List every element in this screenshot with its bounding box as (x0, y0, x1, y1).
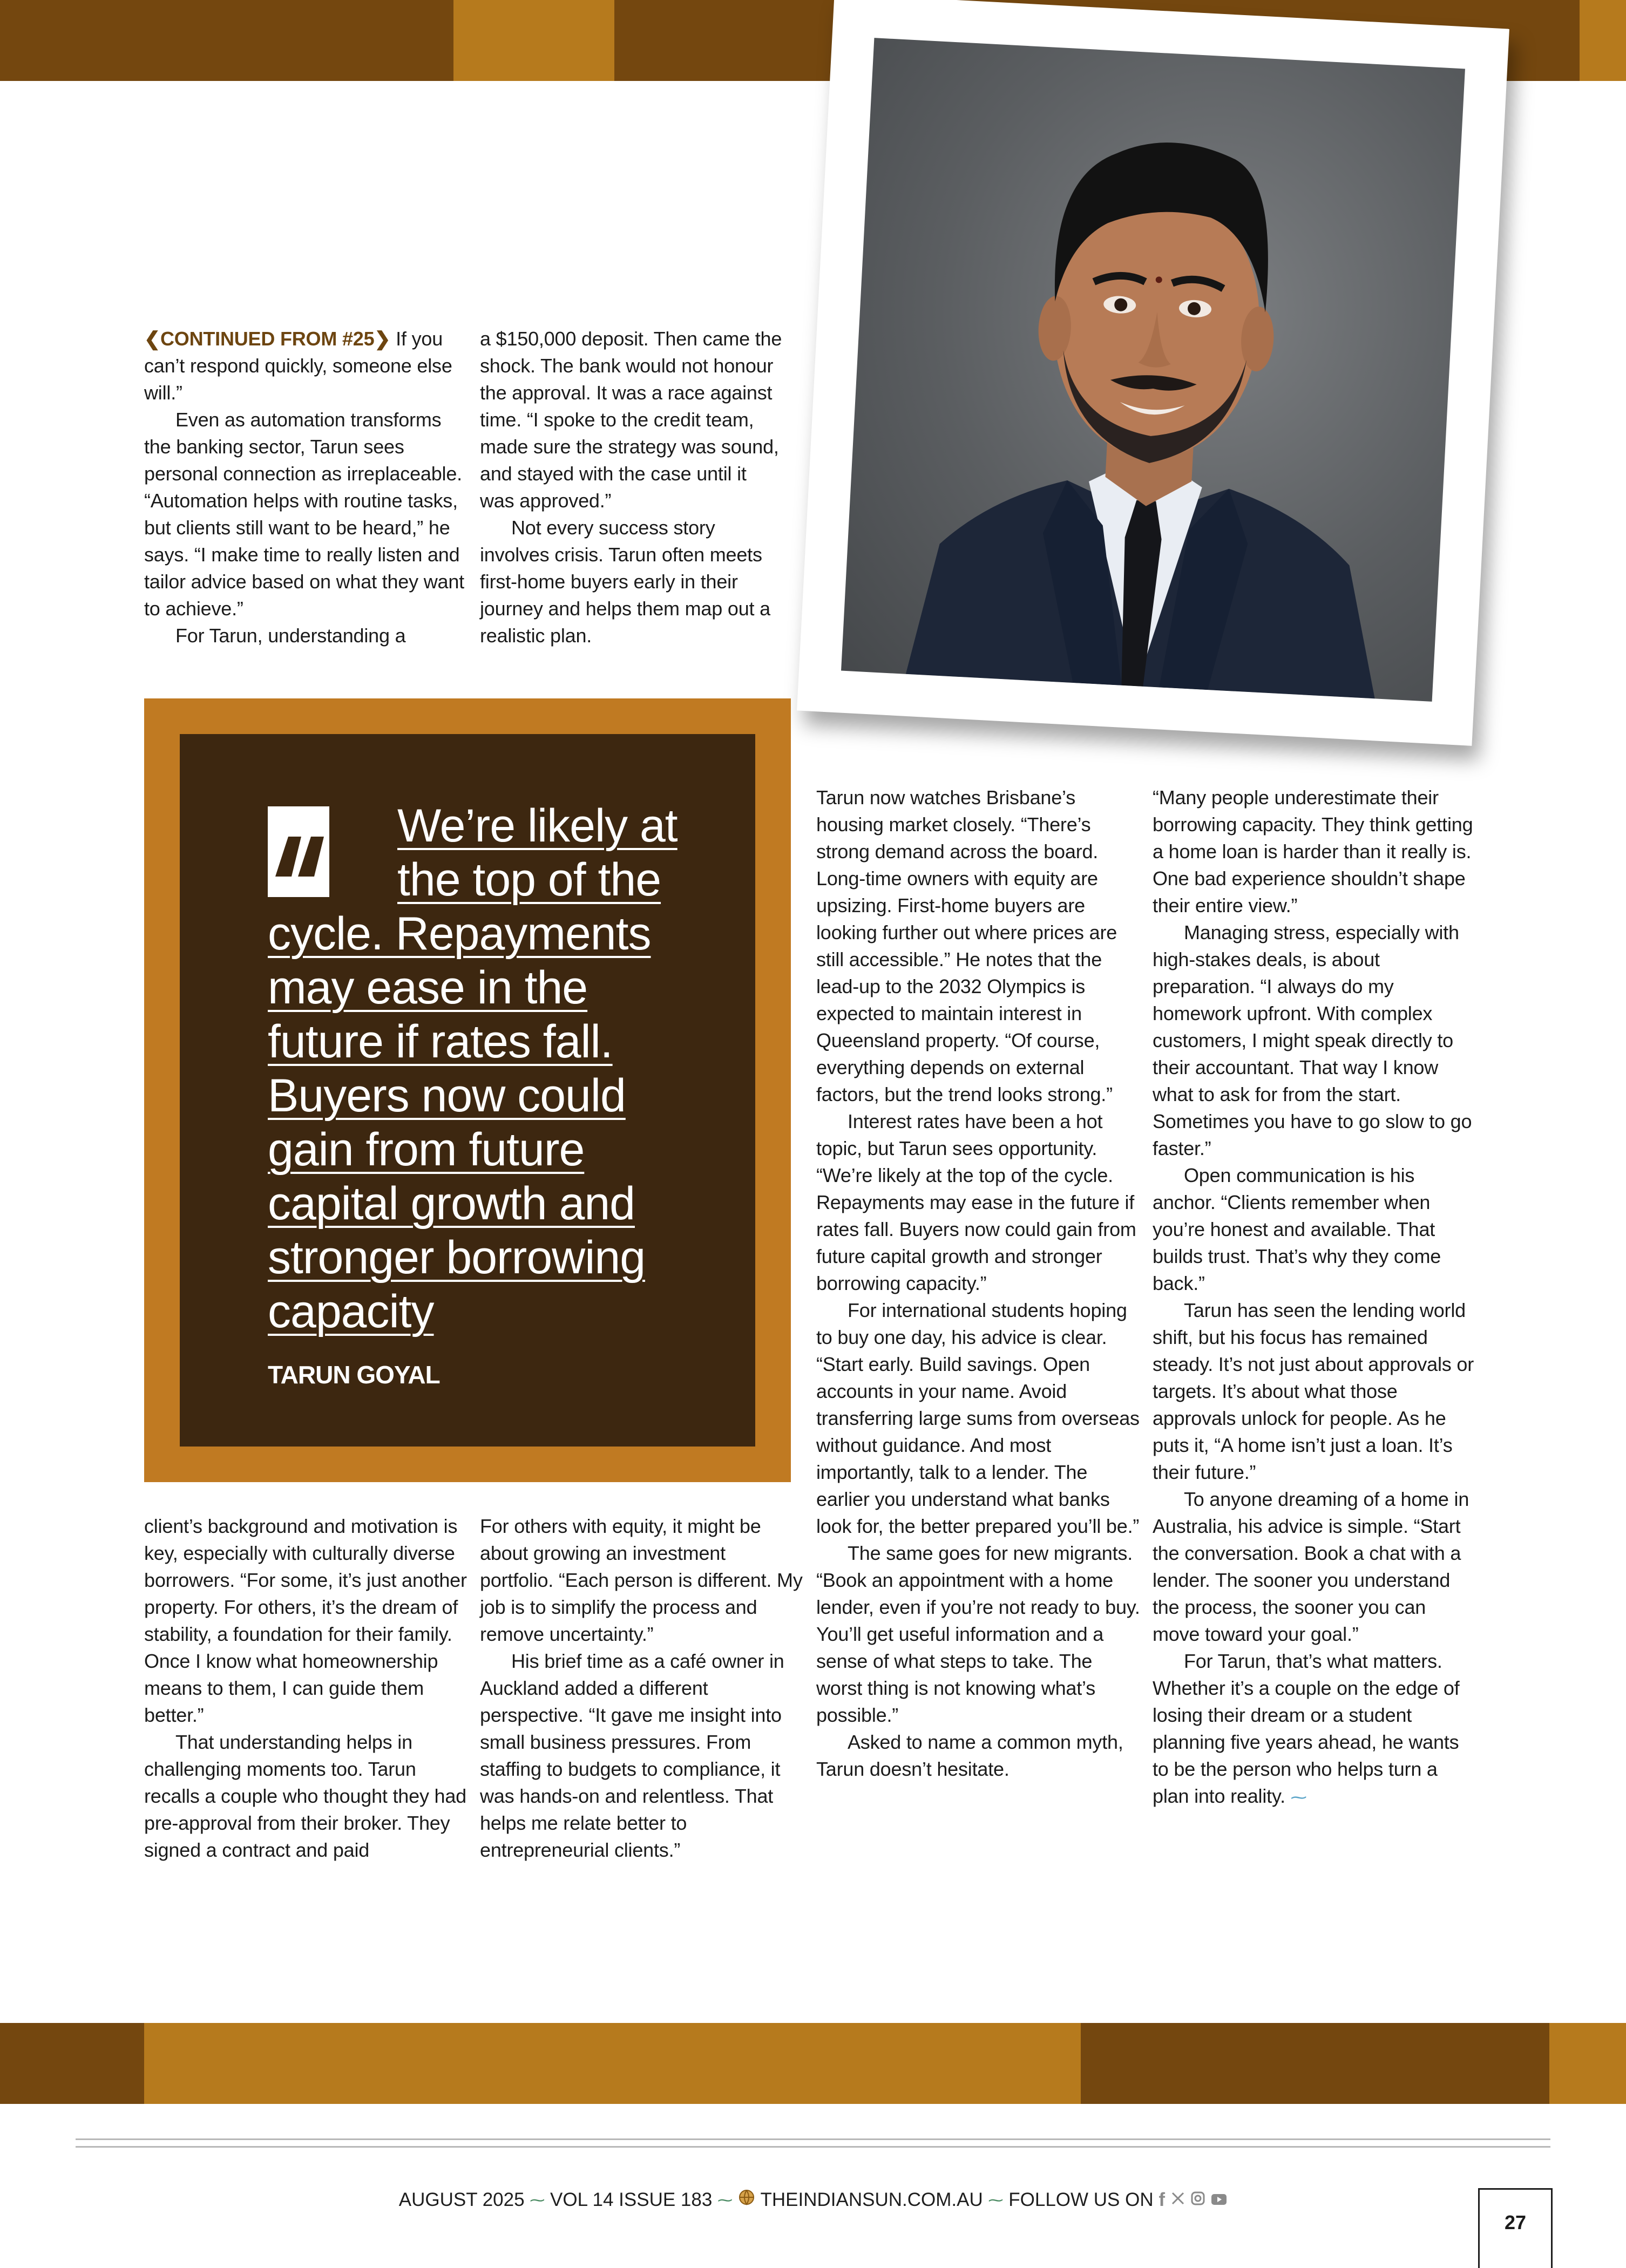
page-number-box (1478, 2188, 1553, 2268)
separator-icon: ⁓ (530, 2191, 545, 2209)
article-paragraph: Asked to name a common myth, Tarun doesn’t hesitate. (816, 1731, 1123, 1780)
bottom-band-gold-edge (1549, 2023, 1626, 2104)
instagram-icon[interactable] (1190, 2189, 1205, 2210)
portrait-photo-frame (797, 0, 1509, 746)
footer-date: AUGUST 2025 (398, 2189, 525, 2210)
top-band-gold (453, 0, 614, 81)
article-paragraph: Not every success story involves crisis. Tarun often meets first-home buyers early in their journey and helps them map out a realistic plan. (480, 517, 770, 647)
continued-marker: ❮CONTINUED FROM #25❯ (144, 328, 391, 350)
facebook-icon[interactable]: f (1158, 2189, 1166, 2210)
top-band-dark-left (0, 0, 453, 81)
article-paragraph: The same goes for new migrants. “Book an appointment with a home lender, even if you’re not ready to buy. You’ll get useful information and a sense of what steps to take. The worst thing is not knowing what’s possible.” (816, 1542, 1140, 1726)
article-column-3 (816, 784, 1140, 1783)
article-column-5 (144, 1513, 468, 1864)
article-paragraph: Tarun has seen the lending world shift, but his focus has remained steady. It’s not just about approvals or targets. It’s about what those approvals unlock for people. As he puts it, “A home isn’t just a loan. It’s their future.” (1153, 1299, 1474, 1483)
article-paragraph: Open communication is his anchor. “Clients remember when you’re honest and available. That builds trust. That’s why they come back.” (1153, 1164, 1441, 1294)
bottom-band-dark-left (0, 2023, 144, 2104)
article-column-4 (1153, 784, 1476, 1811)
article-paragraph: For Tarun, understanding a (175, 624, 406, 647)
footer-rule (76, 2146, 1550, 2148)
separator-icon: ⁓ (717, 2191, 733, 2209)
article-column-2 (480, 325, 782, 649)
article-paragraph: ❮CONTINUED FROM #25❯ If you can’t respond quickly, someone else will.” (144, 328, 452, 404)
footer-rule (76, 2138, 1550, 2140)
article-paragraph: Managing stress, especially with high-stakes deals, is about preparation. “I always do my homework upfront. With complex customers, I might speak directly to their accountant. That way I know what to ask for from the start. Sometimes you have to go slow to go faster.” (1153, 921, 1472, 1159)
top-band-gold-edge (1580, 0, 1626, 81)
article-paragraph: client’s background and motivation is key, especially with culturally diverse borrowers. “For some, it’s just another property. For others, it’s the dream of stability, a foundation for their family. Once I know what homeownership means to them, I can guide them better.” (144, 1515, 467, 1726)
article-paragraph: For others with equity, it might be about growing an investment portfolio. “Each person is different. My job is to simplify the process and remove uncertainty.” (480, 1515, 803, 1645)
bottom-band-gold (144, 2023, 1081, 2104)
bottom-band-dark-right (1081, 2023, 1549, 2104)
article-column-1 (144, 325, 468, 649)
article-paragraph: That understanding helps in challenging moments too. Tarun recalls a couple who thought they had pre-approval from their broker. They signed a contract and paid (144, 1731, 467, 1861)
article-paragraph: Even as automation transforms the banking sector, Tarun sees personal connection as irreplaceable. “Automation helps with routine tasks, but clients still want to be heard,” he says. “I make time to really listen and tailor advice based on what they want to achieve.” (144, 409, 464, 620)
pull-quote-frame (144, 698, 791, 1482)
separator-icon: ⁓ (988, 2191, 1004, 2209)
article-paragraph: His brief time as a café owner in Auckland added a different perspective. “It gave me insight into small business pressures. From staffing to budgets to compliance, it was hands-on and relentless. That helps me relate better to entrepreneurial clients.” (480, 1650, 784, 1861)
article-paragraph: To anyone dreaming of a home in Australia, his advice is simple. “Start the conversation. Book a chat with a lender. The sooner you understand the process, the sooner you can move toward your goal.” (1153, 1488, 1469, 1645)
article-paragraph: “Many people underestimate their borrowing capacity. They think getting a home loan is harder than it really is. One bad experience shouldn’t shape their entire view.” (1153, 786, 1473, 916)
portrait-illustration (841, 38, 1465, 702)
pull-quote-box (180, 734, 755, 1447)
pull-quote-author: TARUN GOYAL (268, 1361, 440, 1389)
footer-info (0, 2188, 1626, 2211)
x-icon[interactable] (1170, 2189, 1185, 2210)
article-paragraph: For Tarun, that’s what matters. Whether it’s a couple on the edge of losing their dream or a student planning five years ahead, he wants to be the person who helps turn a plan into reality. ⁓ (1153, 1650, 1460, 1807)
page-number: 27 (1504, 2211, 1527, 2233)
globe-icon (738, 2189, 755, 2210)
footer-issue: VOL 14 ISSUE 183 (550, 2189, 713, 2210)
end-mark-icon: ⁓ (1290, 1789, 1307, 1807)
article-paragraph: Interest rates have been a hot topic, but Tarun sees opportunity. “We’re likely at the top of the cycle. Repayments may ease in the future if rates fall. Buyers now could gain from future capital growth and stronger borrowing capacity.” (816, 1110, 1136, 1294)
footer-website[interactable]: THEINDIANSUN.COM.AU (760, 2189, 983, 2210)
pull-quote-text: We’re likely at the top of the cycle. Repayments may ease in the future if rates fall. Buyers now could gain from future capital growth and stronger borrowing capacity (268, 800, 678, 1337)
footer-follow: FOLLOW US ON (1008, 2189, 1154, 2210)
article-column-6 (480, 1513, 804, 1864)
article-paragraph: Tarun now watches Brisbane’s housing market closely. “There’s strong demand across the board. Long-time owners with equity are upsizing. First-home buyers are looking further out where prices are still accessible.” He notes that the lead-up to the 2032 Olympics is expected to maintain interest in Queensland property. “Of course, everything depends on external factors, but the trend looks strong.” (816, 786, 1117, 1105)
article-paragraph: a $150,000 deposit. Then came the shock. The bank would not honour the approval. It was a race against time. “I spoke to the credit team, made sure the strategy was sound, and stayed with the case until it was approved.” (480, 328, 782, 512)
portrait-photo (841, 38, 1465, 702)
article-paragraph: For international students hoping to buy one day, his advice is clear. “Start early. Build savings. Open accounts in your name. Avoid transferring large sums from overseas without guidance. And most importantly, talk to a lender. The earlier you understand what banks look for, the better prepared you’ll be.” (816, 1299, 1140, 1537)
youtube-icon[interactable] (1211, 2189, 1227, 2210)
